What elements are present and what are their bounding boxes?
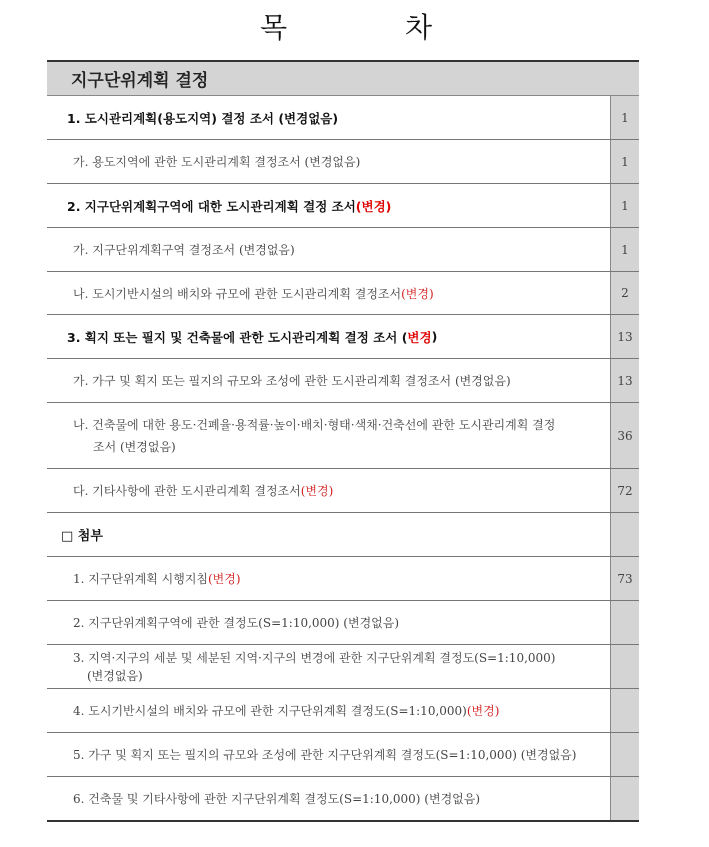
section-header: 지구단위계획 결정: [47, 62, 639, 96]
toc-row[interactable]: [47, 601, 639, 645]
toc-page-number: 2: [610, 272, 639, 314]
toc-row[interactable]: [47, 140, 639, 184]
toc-row[interactable]: [47, 689, 639, 733]
toc-page-number: [610, 689, 639, 732]
toc-row-text: 다. 기타사항에 관한 도시관리계획 결정조서: [73, 484, 301, 498]
changed-tag: (변경): [466, 704, 500, 718]
toc-row-text: 6. 건축물 및 기타사항에 관한 지구단위계획 결정도(S=1:10,000) (변경없음): [73, 792, 481, 806]
changed-tag: (변경): [208, 572, 241, 586]
changed-tag: (변경): [401, 286, 434, 301]
page-title: [0, 6, 709, 42]
toc-page-number: 13: [610, 359, 639, 402]
toc-page-number: 73: [610, 557, 639, 600]
toc-page-number: [610, 513, 639, 556]
toc-row-text: 가. 가구 및 획지 또는 필지의 규모와 조성에 관한 도시관리계획 결정조서 (변경없음): [73, 374, 511, 388]
toc-row[interactable]: [47, 96, 639, 140]
toc-row-text: 1. 도시관리계획(용도지역) 결정 조서 (변경없음): [67, 110, 339, 126]
toc-page-number: 1: [610, 96, 639, 139]
toc-page-number: 1: [610, 228, 639, 271]
toc-page-number: [610, 733, 639, 776]
toc-page-number: [610, 645, 639, 688]
toc-page-number: 72: [610, 469, 639, 512]
toc-row[interactable]: [47, 645, 639, 689]
title-char-1: 목: [260, 11, 288, 44]
toc-row-text: 5. 가구 및 획지 또는 필지의 규모와 조성에 관한 지구단위계획 결정도(S=1:10,000) (변경없음): [73, 748, 577, 762]
toc-row[interactable]: [47, 228, 639, 272]
changed-tag: 변경: [407, 329, 432, 345]
toc-row-text: 가. 용도지역에 관한 도시관리계획 결정조서 (변경없음): [73, 155, 361, 169]
table-of-contents: [47, 60, 639, 822]
toc-row-text-cont: 조서 (변경없음): [93, 439, 176, 454]
toc-row-text: 가. 지구단위계획구역 결정조서 (변경없음): [73, 243, 295, 257]
toc-row-text: 3. 지역·지구의 세분 및 세분된 지역·지구의 변경에 관한 지구단위계획 결정도(S=1:10,000): [73, 650, 556, 665]
toc-row-text-cont: (변경없음): [87, 668, 143, 683]
title-char-2: 차: [405, 11, 433, 44]
toc-row[interactable]: [47, 359, 639, 403]
toc-page-number: [610, 777, 639, 820]
toc-row-text: 나. 건축물에 대한 용도·건폐율·용적률·높이·배치·형태·색채·건축선에 관한 도시관리계획 결정: [73, 417, 556, 432]
toc-row-text: 4. 도시기반시설의 배치와 규모에 관한 지구단위계획 결정도(S=1:10,000): [73, 704, 467, 718]
toc-page-number: 1: [610, 184, 639, 227]
toc-page-number: [610, 601, 639, 644]
toc-page-number: 1: [610, 140, 639, 183]
toc-page-number: 13: [610, 315, 639, 358]
toc-row[interactable]: [47, 272, 639, 315]
toc-row[interactable]: [47, 184, 639, 228]
toc-page-number: 36: [610, 403, 639, 468]
toc-row[interactable]: [47, 403, 639, 469]
toc-row[interactable]: [47, 315, 639, 359]
toc-row[interactable]: [47, 557, 639, 601]
toc-row-suffix: ): [431, 329, 438, 344]
toc-row-text: 2. 지구단위계획구역에 대한 도시관리계획 결정 조서: [67, 198, 356, 214]
toc-row[interactable]: [47, 733, 639, 777]
toc-row-text: 나. 도시기반시설의 배치와 규모에 관한 도시관리계획 결정조서: [73, 286, 402, 301]
attachment-heading: □ 첨부: [61, 529, 103, 544]
attachment-header-row: [47, 513, 639, 557]
toc-row-text: 1. 지구단위계획 시행지침: [73, 572, 208, 586]
toc-row-text: 2. 지구단위계획구역에 관한 결정도(S=1:10,000) (변경없음): [73, 616, 400, 630]
toc-row[interactable]: [47, 469, 639, 513]
toc-row-text: 3. 획지 또는 필지 및 건축물에 관한 도시관리계획 결정 조서 (: [67, 329, 408, 345]
changed-tag: (변경): [355, 198, 392, 214]
toc-row[interactable]: [47, 777, 639, 820]
changed-tag: (변경): [300, 484, 334, 498]
